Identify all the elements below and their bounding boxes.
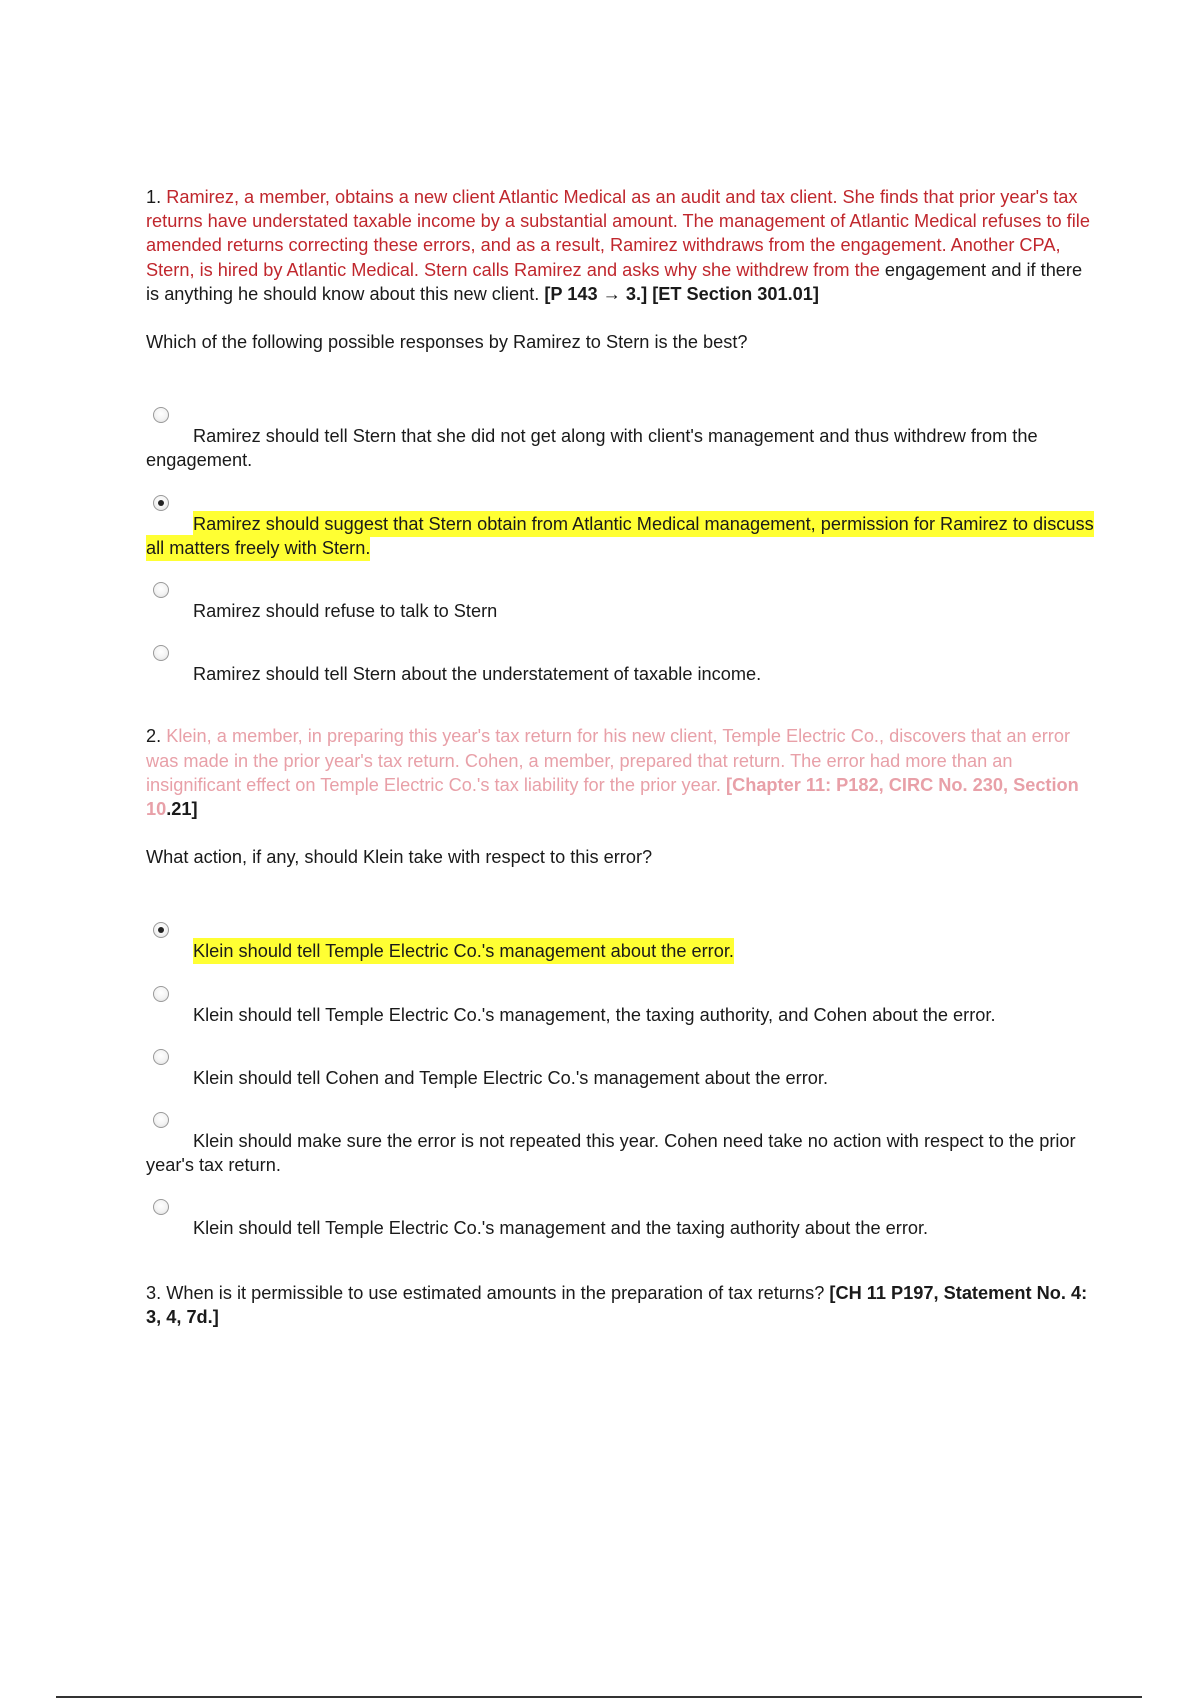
question-2-text: Klein, a member, in preparing this year's tax return for his new client, Temple Electric Co., discovers that an error was made in the prior year's tax return. Cohen, a member, prepared that return. The error had more than an insignificant effect on Temple Electric Co.'s tax liability for the prior year. bbox=[146, 726, 1071, 795]
radio-button[interactable] bbox=[153, 986, 169, 1002]
question-1-text-highlighted: Ramirez, a member, obtains a new client Atlantic Medical as an audit and tax client. She finds that prior year's tax returns have understated taxable income by a substantial amount. The management of Atlantic Medical refuses to file amended returns correcting these errors, and as a result, Ramirez withdraws from the engagement. Another CPA, Stern, is hired by Atlantic Medical. Stern calls Ramirez and asks why she withdrew from the bbox=[146, 187, 1090, 280]
q1-option-4[interactable] bbox=[146, 645, 1096, 686]
q1-option-3-label: Ramirez should refuse to talk to Stern bbox=[193, 601, 498, 622]
q2-option-4-label: Klein should make sure the error is not repeated this year. Cohen need take no action with respect to the prior year's tax return. bbox=[146, 1131, 1076, 1176]
question-3-text: 3. When is it permissible to use estimated amounts in the preparation of tax returns? bbox=[146, 1282, 830, 1303]
radio-button[interactable] bbox=[153, 407, 169, 423]
radio-button[interactable] bbox=[153, 1049, 169, 1065]
q2-option-5[interactable] bbox=[146, 1199, 1096, 1240]
radio-button[interactable] bbox=[153, 1199, 169, 1215]
question-2-reference-end: .21] bbox=[166, 799, 198, 820]
q1-option-2-label: Ramirez should suggest that Stern obtain from Atlantic Medical management, permission for Ramirez to discuss all matters freely with Stern. bbox=[146, 511, 1094, 561]
q1-option-2[interactable] bbox=[146, 495, 1096, 560]
footer-divider bbox=[56, 1696, 1142, 1698]
radio-button-selected[interactable] bbox=[153, 922, 169, 938]
document-body bbox=[146, 185, 1096, 1329]
q2-option-4[interactable] bbox=[146, 1112, 1096, 1177]
q2-option-1[interactable] bbox=[146, 922, 1096, 963]
q1-option-1-label: Ramirez should tell Stern that she did not get along with client's management and thus withdrew from the engagement. bbox=[146, 426, 1038, 471]
q1-option-3[interactable] bbox=[146, 582, 1096, 623]
question-1-stem: Which of the following possible responses by Ramirez to Stern is the best? bbox=[146, 332, 748, 353]
question-3-reference: [CH 11 P197, Statement No. 4: 3, 4, 7d.] bbox=[146, 1282, 1088, 1327]
q2-option-3[interactable] bbox=[146, 1049, 1096, 1090]
question-1-text: engagement and if there is anything he should know about this new client. bbox=[146, 259, 1083, 304]
q2-option-2[interactable] bbox=[146, 986, 1096, 1027]
question-1 bbox=[146, 185, 1096, 306]
question-1-number: 1. bbox=[146, 187, 167, 207]
question-3 bbox=[146, 1281, 1096, 1329]
q2-option-5-label: Klein should tell Temple Electric Co.'s management and the taxing authority about the error. bbox=[193, 1218, 929, 1239]
q2-option-2-label: Klein should tell Temple Electric Co.'s management, the taxing authority, and Cohen about the error. bbox=[193, 1004, 996, 1025]
radio-button-selected[interactable] bbox=[153, 495, 169, 511]
q1-option-1[interactable] bbox=[146, 407, 1096, 472]
radio-button[interactable] bbox=[153, 645, 169, 661]
question-2-stem: What action, if any, should Klein take with respect to this error? bbox=[146, 847, 653, 868]
q2-option-1-label: Klein should tell Temple Electric Co.'s management about the error. bbox=[193, 938, 734, 964]
question-2-reference: [Chapter 11: P182, CIRC No. 230, Section 10 bbox=[146, 774, 1079, 820]
question-1-reference: [P 143 → 3.] [ET Section 301.01] bbox=[544, 283, 819, 304]
radio-button[interactable] bbox=[153, 1112, 169, 1128]
q2-option-3-label: Klein should tell Cohen and Temple Electric Co.'s management about the error. bbox=[193, 1067, 829, 1088]
question-2 bbox=[146, 724, 1096, 821]
q1-option-4-label: Ramirez should tell Stern about the understatement of taxable income. bbox=[193, 664, 762, 685]
question-2-number: 2. bbox=[146, 726, 167, 747]
radio-button[interactable] bbox=[153, 582, 169, 598]
